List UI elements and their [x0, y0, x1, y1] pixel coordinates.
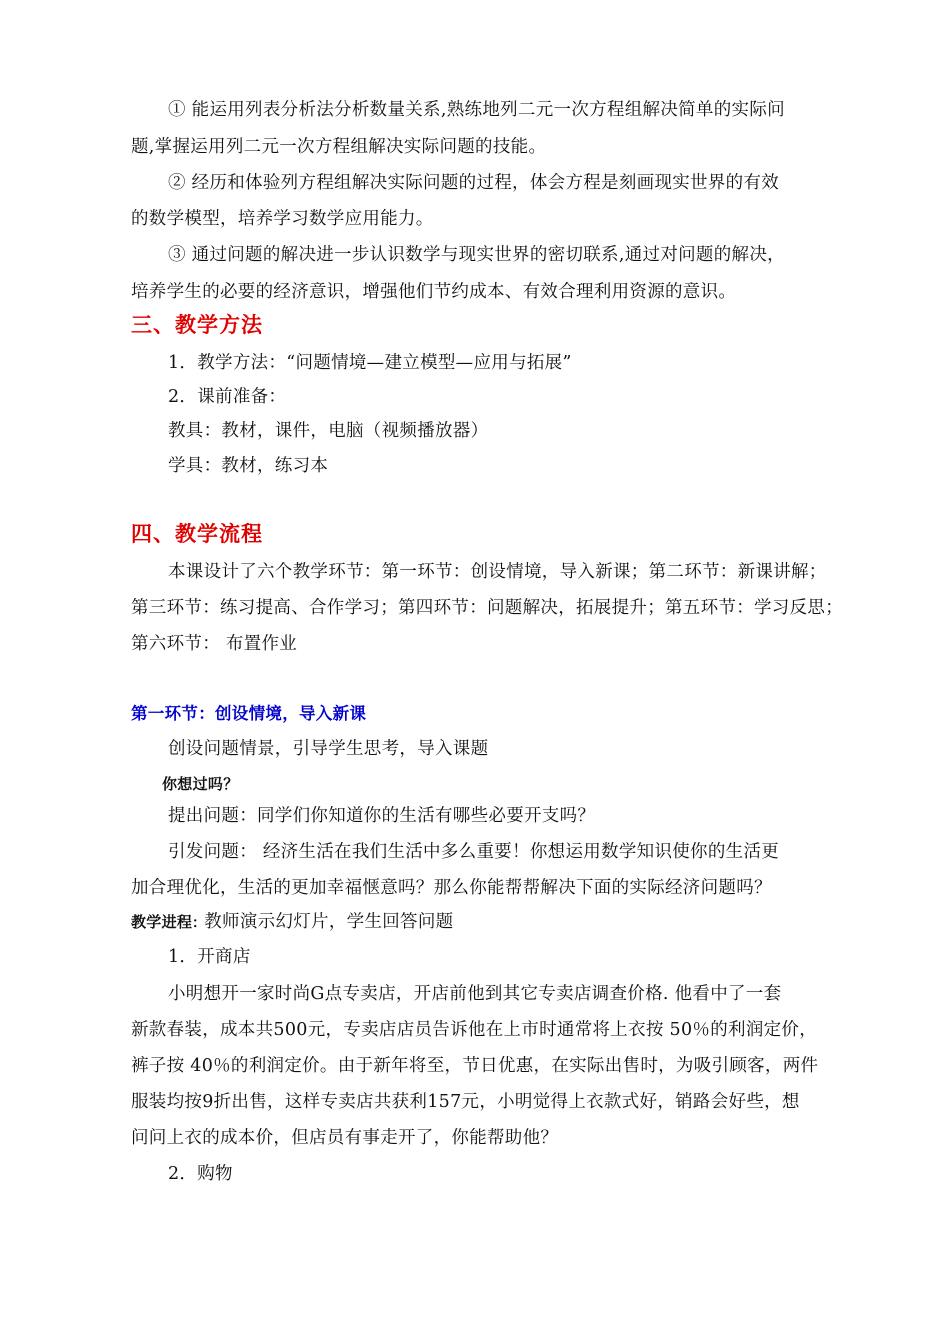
trigger-question-line-2: 加合理优化，生活的更加幸福惬意吗？那么你能帮帮解决下面的实际经济问题吗？ — [131, 878, 772, 898]
method-line-1: 1．教学方法：“问题情境—建立模型—应用与拓展” — [168, 353, 572, 373]
shop-problem-line-5: 问问上衣的成本价，但店员有事走开了，你能帮助他？ — [131, 1128, 559, 1148]
goal-2-line-2: 的数学模型，培养学习数学应用能力。 — [131, 209, 434, 229]
goal-3-line-1: ③ 通过问题的解决进一步认识数学与现实世界的密切联系,通过对问题的解决， — [168, 245, 785, 265]
shop-problem-line-2: 新款春装，成本共500元，专卖店店员告诉他在上市时通常将上衣按 50％的利润定价， — [131, 1020, 818, 1040]
process-line-1: 本课设计了六个教学环节：第一环节：创设情境，导入新课；第二环节：新课讲解； — [168, 562, 827, 582]
raise-question: 提出问题：同学们你知道你的生活有哪些必要开支吗？ — [168, 806, 596, 826]
stage-1-intro: 创设问题情景，引导学生思考，导入课题 — [168, 739, 489, 759]
trigger-question-line-1: 引发问题： 经济生活在我们生活中多么重要！你想运用数学知识使你的生活更 — [168, 842, 780, 862]
goal-1-line-1: ① 能运用列表分析法分析数量关系,熟练地列二元一次方程组解决简单的实际问 — [168, 100, 785, 120]
item-1-title: 1．开商店 — [168, 947, 251, 967]
shop-problem-line-3: 裤子按 40％的利润定价。由于新年将至，节日优惠，在实际出售时，为吸引顾客，两件 — [131, 1056, 819, 1076]
item-2-title: 2．购物 — [168, 1164, 233, 1184]
goal-3-line-2: 培养学生的必要的经济意识，增强他们节约成本、有效合理利用资源的意识。 — [131, 282, 737, 302]
stage-1-heading: 第一环节：创设情境，导入新课 — [131, 704, 367, 723]
teaching-progress — [131, 910, 831, 934]
section-heading-teaching-method: 三、教学方法 — [131, 312, 263, 337]
learning-tools: 学具：教材，练习本 — [168, 456, 329, 476]
teaching-progress-label: 教学进程 — [131, 913, 193, 931]
process-line-2: 第三环节：练习提高、合作学习；第四环节：问题解决，拓展提升；第五环节：学习反思； — [131, 598, 843, 618]
teaching-progress-text: : 教师演示幻灯片，学生回答问题 — [192, 912, 454, 932]
goal-1-line-2: 题,掌握运用列二元一次方程组解决实际问题的技能。 — [131, 137, 547, 157]
question-title: 你想过吗？ — [162, 775, 239, 793]
method-line-2: 2．课前准备： — [168, 387, 287, 407]
goal-2-line-1: ② 经历和体验列方程组解决实际问题的过程，体会方程是刻画现实世界的有效 — [168, 173, 780, 193]
shop-problem-line-4: 服装均按9折出售，这样专卖店共获利157元，小明觉得上衣款式好，销路会好些，想 — [131, 1092, 800, 1112]
section-heading-teaching-process: 四、教学流程 — [131, 521, 263, 546]
process-line-3: 第六环节： 布置作业 — [131, 634, 298, 654]
teaching-tools: 教具：教材，课件，电脑（视频播放器） — [168, 421, 489, 441]
shop-problem-line-1: 小明想开一家时尚G点专卖店，开店前他到其它专卖店调查价格. 他看中了一套 — [168, 984, 782, 1004]
